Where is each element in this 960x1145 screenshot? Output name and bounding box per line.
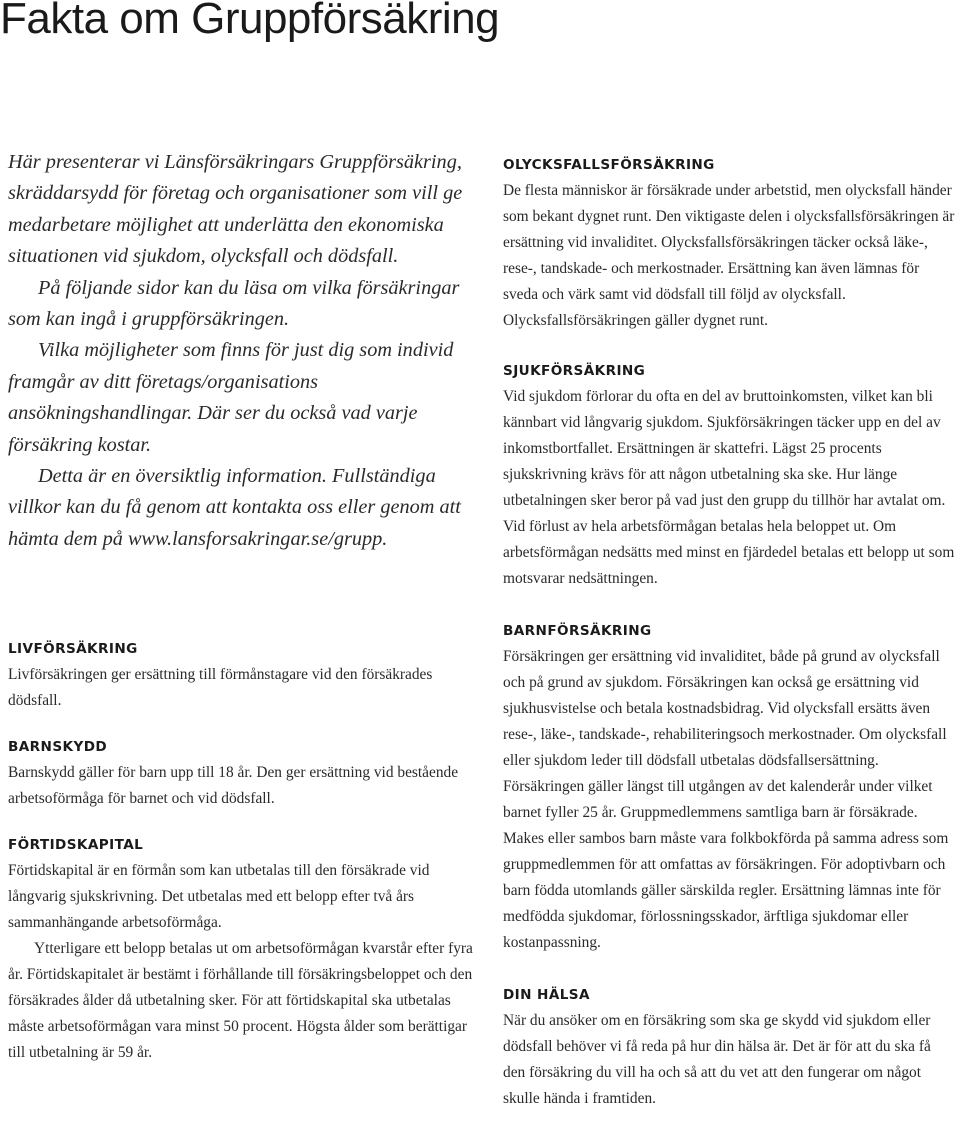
section-text: Barnskydd gäller för barn upp till 18 år. Den ger ersättning vid bestående arbetsoförmåga för barnet och vid dödsfall. [8,764,459,807]
section-livforsakring [8,636,478,714]
section-heading: FÖRTIDSKAPITAL [8,837,144,853]
section-text: De flesta människor är försäkrade under arbetstid, men olycksfall händer som bekant dygnet runt. Den viktigaste delen i olycksfallsförsäkringen är ersättning vid invaliditet. Olycksfallsförsäkringen täcker också läke-, rese-, tandskade- och merkostnader. Ersättning kan även lämnas för sveda och värk samt vid dödsfall till följd av olycksfall. Olycksfallsförsäkringen gäller dygnet runt. [503,182,955,329]
section-heading: DIN HÄLSA [503,987,590,1003]
section-heading: BARNFÖRSÄKRING [503,623,652,639]
section-text: Vid sjukdom förlorar du ofta en del av bruttoinkomsten, vilket kan bli kännbart vid långvarig sjukdom. Sjukförsäkringen täcker upp en del av inkomstbortfallet. Ersättningen är skattefri. Lägst 25 procents sjukskrivning krävs för att någon utbetalning ska ske. Hur länge utbetalningen sker beror på vad just den grupp du tillhör har avtalat om. Vid förlust av hela arbetsförmågan betalas hela beloppet ut. Om arbetsförmågan nedsätts med minst en fjärdedel betalas ett belopp ut som motsvarar nedsättningen. [503,388,955,587]
page-title: Fakta om Gruppförsäkring [0,0,500,43]
left-sections [8,636,478,1066]
section-text: Försäkringen ger ersättning vid invaliditet, både på grund av olycksfall och på grund av sjukdom. Försäkringen kan också ge ersättning vid sjukhusvistelse och betala kostnadsbidrag. Vid olycksfall ersätts även rese-, läke-, tandskade-, rehabiliteringsoch merkostnader. Om olycksfall eller sjukdom leder till dödsfall utbetalas dödsfallsersättning. Försäkringen gäller längst till utgången av det kalenderår under vilket barnet fyller 25 år. Gruppmedlemmens samtliga barn är försäkrade. Makes eller sambos barn måste vara folkbokförda på samma adress som gruppmedlemmen för att omfattas av försäkringen. För adoptivbarn och barn födda utomlands gäller särskilda regler. Ersättning lämnas inte för medfödda sjukdomar, förlossningsskador, ärftliga sjukdomar eller kostanpassning. [503,648,949,951]
section-sjukforsakring [503,358,955,592]
section-heading: SJUKFÖRSÄKRING [503,363,646,379]
intro-paragraph: Här presenterar vi Länsförsäkringars Gruppförsäkring, skräddarsydd för företag och organisationer som vill ge medarbetare möjlighet att underlätta den ekonomiska situationen vid sjukdom, olycksfall och dödsfall. [8,151,463,268]
right-column [503,152,955,1112]
section-barnskydd [8,734,478,812]
section-heading: LIVFÖRSÄKRING [8,641,138,657]
section-heading: BARNSKYDD [8,739,108,755]
section-din-halsa [503,982,955,1112]
section-text: Livförsäkringen ger ersättning till förmånstagare vid den försäkrades dödsfall. [8,666,433,709]
intro-paragraph: På följande sidor kan du läsa om vilka försäkringar som kan ingå i gruppförsäkringen. [8,276,460,331]
section-heading: OLYCKSFALLSFÖRSÄKRING [503,157,715,173]
section-olycksfall [503,152,955,334]
intro-paragraph: Vilka möjligheter som finns för just dig som individ framgår av ditt företags/organisations ansökningshandlingar. Där ser du också vad varje försäkring kostar. [8,339,454,456]
section-fortidskapital [8,832,478,1066]
section-text: När du ansöker om en försäkring som ska ge skydd vid sjukdom eller dödsfall behöver vi få reda på hur din hälsa är. Det är för att du ska få den försäkring du vill ha och så att du vet att den fungerar om något skulle hända i framtiden. [503,1012,931,1107]
intro-column [8,147,478,555]
section-text: Förtidskapital är en förmån som kan utbetalas till den försäkrade vid långvarig sjukskrivning. Det utbetalas med ett belopp efter två års sammanhängande arbetsoförmåga. [8,862,430,931]
section-text: Ytterligare ett belopp betalas ut om arbetsoförmågan kvarstår efter fyra år. Förtidskapitalet är bestämt i förhållande till försäkringsbeloppet och den försäkrades ålder då utbetalning sker. För att förtidskapital ska utbetalas måste arbetsoförmågan vara minst 50 procent. Högsta ålder som berättigar till utbetalning är 59 år. [8,940,473,1061]
section-barnforsakring [503,618,955,956]
intro-paragraph: Detta är en översiktlig information. Fullständiga villkor kan du få genom att kontakta oss eller genom att hämta dem på www.lansforsakringar.se/grupp. [8,465,461,550]
